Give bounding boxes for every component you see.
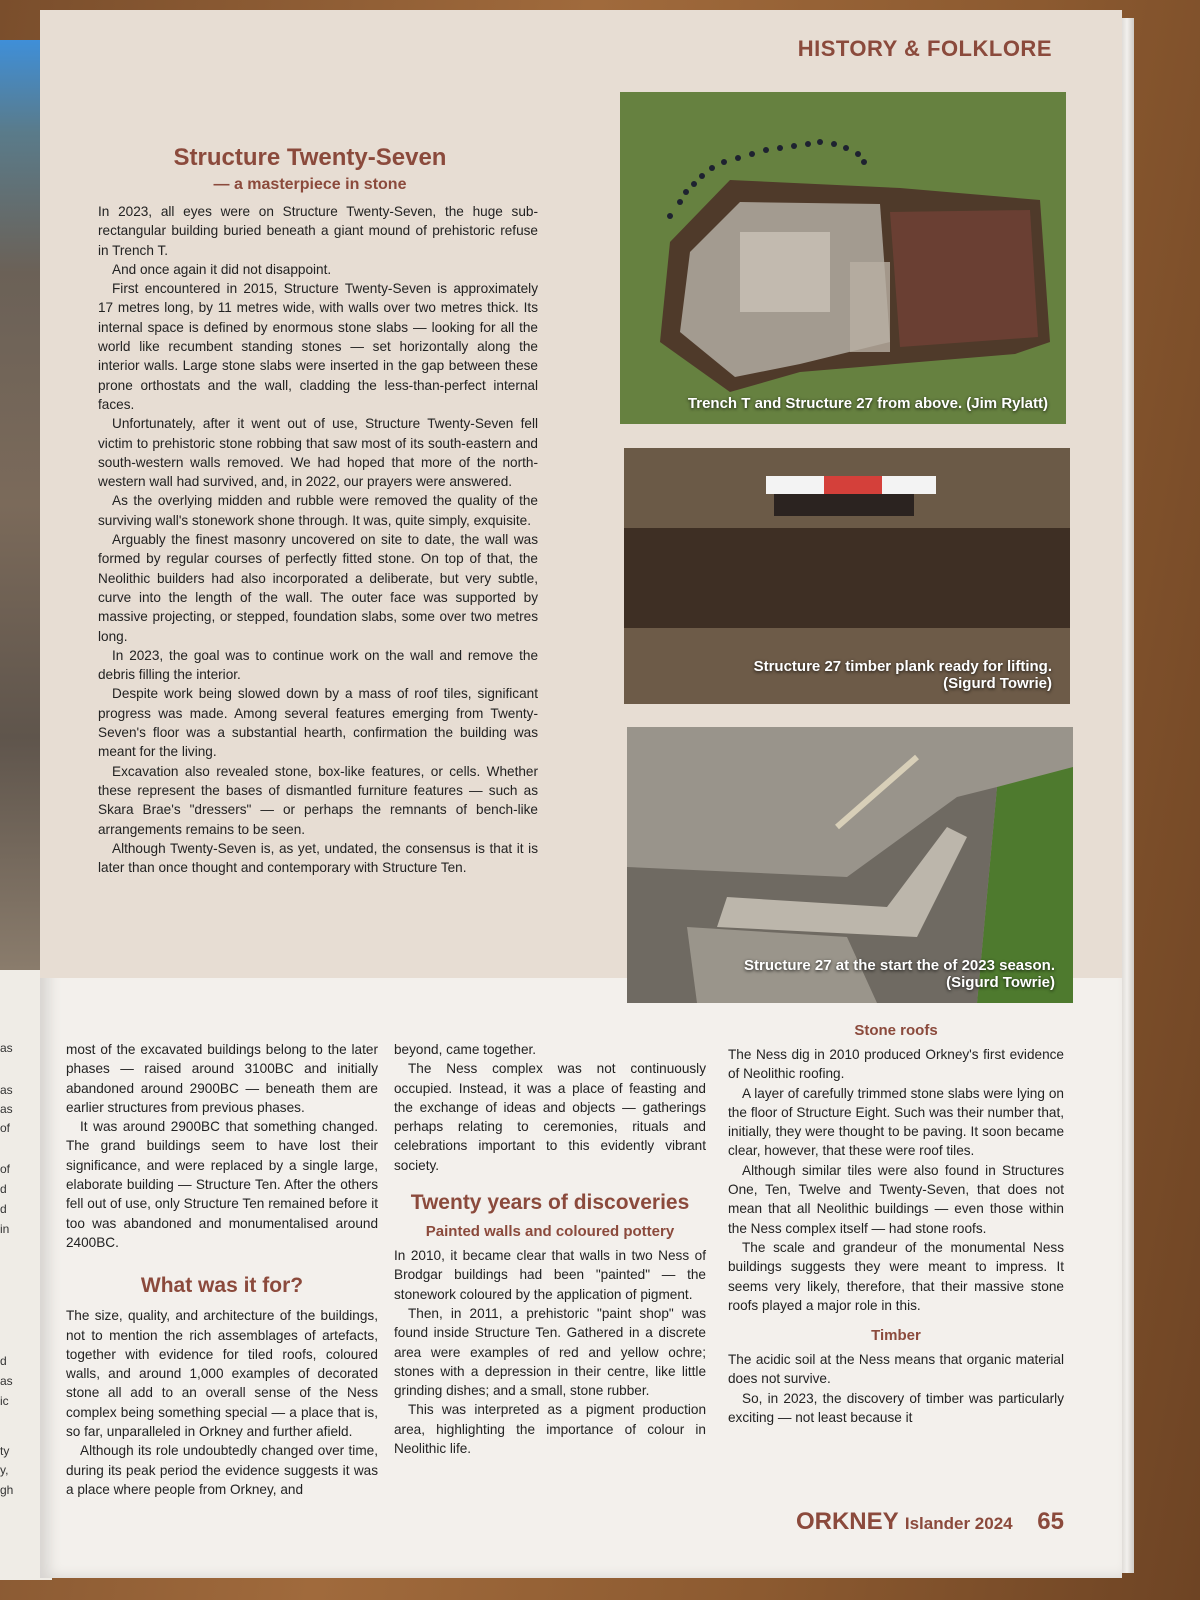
caption-line: Structure 27 at the start the of 2023 season. (744, 957, 1055, 974)
paragraph: The acidic soil at the Ness means that organic material does not survive. (728, 1352, 1064, 1387)
page-footer (796, 1508, 1064, 1536)
page-stack-edge (1120, 18, 1134, 1573)
article-title: Structure Twenty-Seven (173, 144, 447, 171)
left-fragment: of (0, 1121, 11, 1135)
paragraph: Unfortunately, after it went out of use, Structure Twenty-Seven fell victim to prehistoric stone robbing that saw most of its south-eastern and south-western walls removed. We had hoped that more of the north-western wall had survived, and, in 2022, our prayers were answered. (98, 416, 538, 490)
footer-brand: ORKNEY (795, 1508, 899, 1535)
caption-line: (Sigurd Towrie) (943, 675, 1052, 692)
left-fragment: ty (0, 1444, 10, 1458)
paragraph: Arguably the finest masonry uncovered on site to date, the wall was formed by regular courses of perfectly fitted stone. On top of that, the Neolithic builders had also incorporated a deliberate, but very subtle, curve into the length of the wall. The outer face was supported by massive projecting, or stepped, foundation slabs, some over two metres long. (98, 532, 538, 644)
paragraph: The Ness dig in 2010 produced Orkney's first evidence of Neolithic roofing. (728, 1047, 1064, 1082)
paragraph: beyond, came together. (394, 1042, 537, 1057)
caption-line: (Sigurd Towrie) (946, 974, 1055, 991)
left-fragment: y, (0, 1463, 9, 1477)
left-fragment: as (0, 1083, 13, 1097)
left-fragment: as (0, 1102, 13, 1116)
heading-what-was-it-for: What was it for? (140, 1274, 304, 1298)
page-number: 65 (1037, 1508, 1064, 1535)
column-1 (66, 1040, 378, 1499)
left-fragment: d (0, 1182, 7, 1196)
paragraph: Then, in 2011, a prehistoric "paint shop" was found inside Structure Ten. Gathered in a discrete area were examples of red and yellow ochre; stones with a depression in their centre, like little grinding dishes; and a small, stone rubber. (394, 1305, 706, 1399)
photo-trench-aerial (620, 92, 1066, 424)
left-fragment: in (0, 1222, 10, 1236)
left-fragment: gh (0, 1483, 14, 1497)
intro-text (98, 202, 538, 877)
paragraph: most of the excavated buildings belong to the later phases — raised around 3100BC and initially abandoned around 2900BC — beneath them are earlier structures from previous phases. (66, 1042, 378, 1115)
subheading-painted-walls: Painted walls and coloured pottery (425, 1223, 675, 1241)
caption-line: Structure 27 timber plank ready for lifting. (753, 658, 1052, 675)
paragraph: Although its role undoubtedly changed over time, during its peak period the evidence suggests it was a place where people from Orkney, and (66, 1443, 378, 1497)
left-fragment: d (0, 1354, 7, 1368)
column-2 (394, 1040, 706, 1458)
paragraph: First encountered in 2015, Structure Twenty-Seven is approximately 17 metres long, by 11 metres wide, with walls over two metres thick. Its internal space is defined by enormous stone slabs — looking for all the world like recumbent standing stones — set horizontally along the interior walls. Large stone slabs were inserted in the gap between these prone orthostats and the wall, cladding the less-than-perfect internal faces. (98, 281, 538, 412)
paragraph: Although similar tiles were also found in Structures One, Ten, Twelve and Twenty-Seven, that does not mean that all Neolithic buildings — even those within the Ness complex itself — had stone roofs. (728, 1162, 1064, 1236)
column-3 (728, 1022, 1064, 1427)
left-fragment: as (0, 1041, 13, 1055)
heading-twenty-years: Twenty years of discoveries (410, 1191, 690, 1215)
aerial-photo-image (620, 92, 1066, 424)
photo-timber-plank (624, 448, 1070, 704)
paragraph: So, in 2023, the discovery of timber was particularly exciting — not least because it (728, 1390, 1064, 1426)
paragraph: As the overlying midden and rubble were removed the quality of the surviving wall's stonework shone through. It was, quite simply, exquisite. (98, 493, 538, 528)
paragraph: The size, quality, and architecture of the buildings, not to mention the rich assemblages of artefacts, together with evidence for tiled roofs, coloured walls, and around 1,000 examples of decorated stone all add to an overall sense of the Ness complex being something special — a place that is, so far, unparalleled in Orkney and further afield. (66, 1308, 378, 1440)
article-subtitle: — a masterpiece in stone (213, 176, 407, 193)
left-fragment: as (0, 1374, 13, 1388)
photo-structure-season (627, 727, 1073, 1003)
photo-caption (744, 957, 1055, 991)
left-fragment: ic (0, 1394, 9, 1408)
section-label: HISTORY & FOLKLORE (797, 36, 1052, 61)
paragraph: And once again it did not disappoint. (112, 261, 332, 277)
paragraph: In 2010, it became clear that walls in two Ness of Brodgar buildings had been "painted" — the stonework coloured by the application of pigment. (394, 1248, 706, 1302)
photo-caption (754, 658, 1052, 692)
photo-caption: Trench T and Structure 27 from above. (Jim Rylatt) (687, 395, 1048, 412)
paragraph: A layer of carefully trimmed stone slabs were lying on the floor of Structure Eight. Such was their number that, initially, they were thought to be paving. It soon became clear, however, that these were roof tiles. (728, 1085, 1064, 1159)
left-fragment: of (0, 1162, 11, 1176)
magazine-page (40, 10, 1122, 1578)
paragraph: Despite work being slowed down by a mass of roof tiles, significant progress was made. Among several features emerging from Twenty-Seven's floor was a substantial hearth, confirmation the building was meant for the living. (98, 686, 538, 760)
footer-magazine: Islander 2024 (904, 1514, 1013, 1533)
paragraph: It was around 2900BC that something changed. The grand buildings seem to have lost their significance, and were replaced by a single large, elaborate building — Structure Ten. After the others fell out of use, only Structure Ten remained before it too was abandoned and monumentalised around 2400BC. (66, 1119, 378, 1250)
heading-stone-roofs: Stone roofs (854, 1022, 938, 1039)
paragraph: Although Twenty-Seven is, as yet, undated, the consensus is that it is later than once thought and contemporary with Structure Ten. (98, 840, 538, 876)
paragraph: The scale and grandeur of the monumental Ness buildings suggests they were meant to impress. It seems very likely, therefore, that their massive stone roofs played a major role in this. (728, 1239, 1064, 1313)
paragraph: This was interpreted as a pigment production area, highlighting the importance of colour in Neolithic life. (394, 1402, 706, 1457)
left-page-photo (0, 40, 42, 970)
heading-timber: Timber (871, 1327, 921, 1345)
paragraph: In 2023, the goal was to continue work on the wall and remove the debris filling the interior. (98, 647, 538, 683)
paragraph: In 2023, all eyes were on Structure Twenty-Seven, the huge sub-rectangular building buried beneath a giant mound of prehistoric refuse in Trench T. (98, 204, 538, 258)
paragraph: The Ness complex was not continuously occupied. Instead, it was a place of feasting and the exchange of ideas and objects — gatherings perhaps relating to ceremonies, rituals and celebrations important to this evidently vibrant society. (394, 1061, 706, 1173)
paragraph: Excavation also revealed stone, box-like features, or cells. Whether these represent the bases of dismantled furniture features — such as Skara Brae's "dressers" — or perhaps the remnants of bench-like arrangements remains to be seen. (98, 763, 538, 837)
left-fragment: d (0, 1202, 7, 1216)
